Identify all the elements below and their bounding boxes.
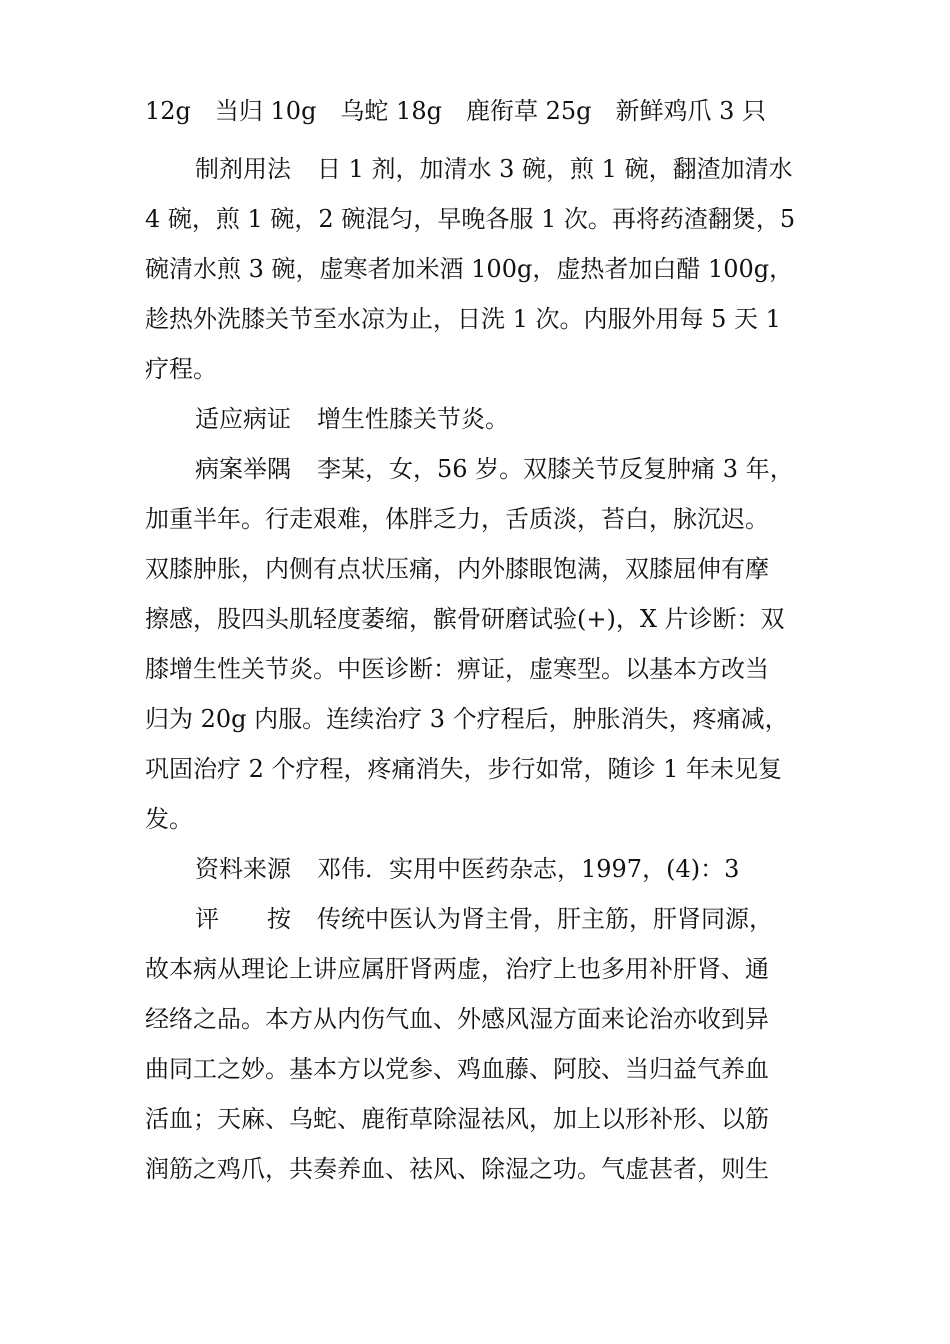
paragraph-comment: [195, 904, 773, 934]
text-line: 加重半年。行走艰难，体胖乏力，舌质淡，苔白，脉沉迟。: [145, 505, 769, 533]
text-line: 日 1 剂，加清水 3 碗，煎 1 碗，翻渣加清水: [317, 155, 793, 183]
text-line: 经络之品。本方从内伤气血、外感风湿方面来论治亦收到异: [145, 1005, 769, 1033]
text-line: 疗程。: [145, 355, 217, 383]
text-line: 擦感，股四头肌轻度萎缩，髌骨研磨试验(+)，X 片诊断：双: [145, 605, 785, 633]
text-line: 巩固治疗 2 个疗程，疼痛消失，步行如常，随诊 1 年未见复: [145, 755, 783, 783]
section-label-case: 病案举隅: [195, 455, 291, 483]
text-line: 碗清水煎 3 碗，虚寒者加米酒 100g，虚热者加白醋 100g，: [145, 255, 794, 283]
paragraph-usage: [195, 154, 793, 184]
text-line: 故本病从理论上讲应属肝肾两虚，治疗上也多用补肝肾、通: [145, 955, 769, 983]
paragraph-indication: [195, 404, 509, 434]
section-label-indication: 适应病证: [195, 405, 291, 433]
section-label-source: 资料来源: [195, 855, 291, 883]
text-line: 归为 20g 内服。连续治疗 3 个疗程后，肿胀消失，疼痛减，: [145, 705, 789, 733]
text-line: 活血；天麻、乌蛇、鹿衔草除湿祛风，加上以形补形、以筋: [145, 1105, 769, 1133]
text-line: 趁热外洗膝关节至水凉为止，日洗 1 次。内服外用每 5 天 1: [145, 305, 781, 333]
text-line: 润筋之鸡爪，共奏养血、祛风、除湿之功。气虚甚者，则生: [145, 1155, 769, 1183]
text-line: 4 碗，煎 1 碗，2 碗混匀，早晚各服 1 次。再将药渣翻煲，5: [145, 205, 796, 233]
text-line: 增生性膝关节炎。: [317, 405, 509, 433]
text-line: 传统中医认为肾主骨，肝主筋，肝肾同源，: [317, 905, 773, 933]
paragraph-source: [195, 854, 739, 884]
section-label-usage: 制剂用法: [195, 155, 291, 183]
text-line: 双膝肿胀，内侧有点状压痛，内外膝眼饱满，双膝屈伸有摩: [145, 555, 769, 583]
text-line: 曲同工之妙。基本方以党参、鸡血藤、阿胶、当归益气养血: [145, 1055, 769, 1083]
text-line: 李某，女，56 岁。双膝关节反复肿痛 3 年，: [317, 455, 794, 483]
paragraph-case: [195, 454, 794, 484]
section-label-comment: 评 按: [195, 905, 291, 933]
text-line: 12g 当归 10g 乌蛇 18g 鹿衔草 25g 新鲜鸡爪 3 只: [145, 97, 767, 125]
text-line: 邓伟．实用中医药杂志，1997，(4)：3: [317, 855, 740, 883]
text-line: 发。: [145, 805, 193, 833]
text-line: 膝增生性关节炎。中医诊断：痹证，虚寒型。以基本方改当: [145, 655, 769, 683]
